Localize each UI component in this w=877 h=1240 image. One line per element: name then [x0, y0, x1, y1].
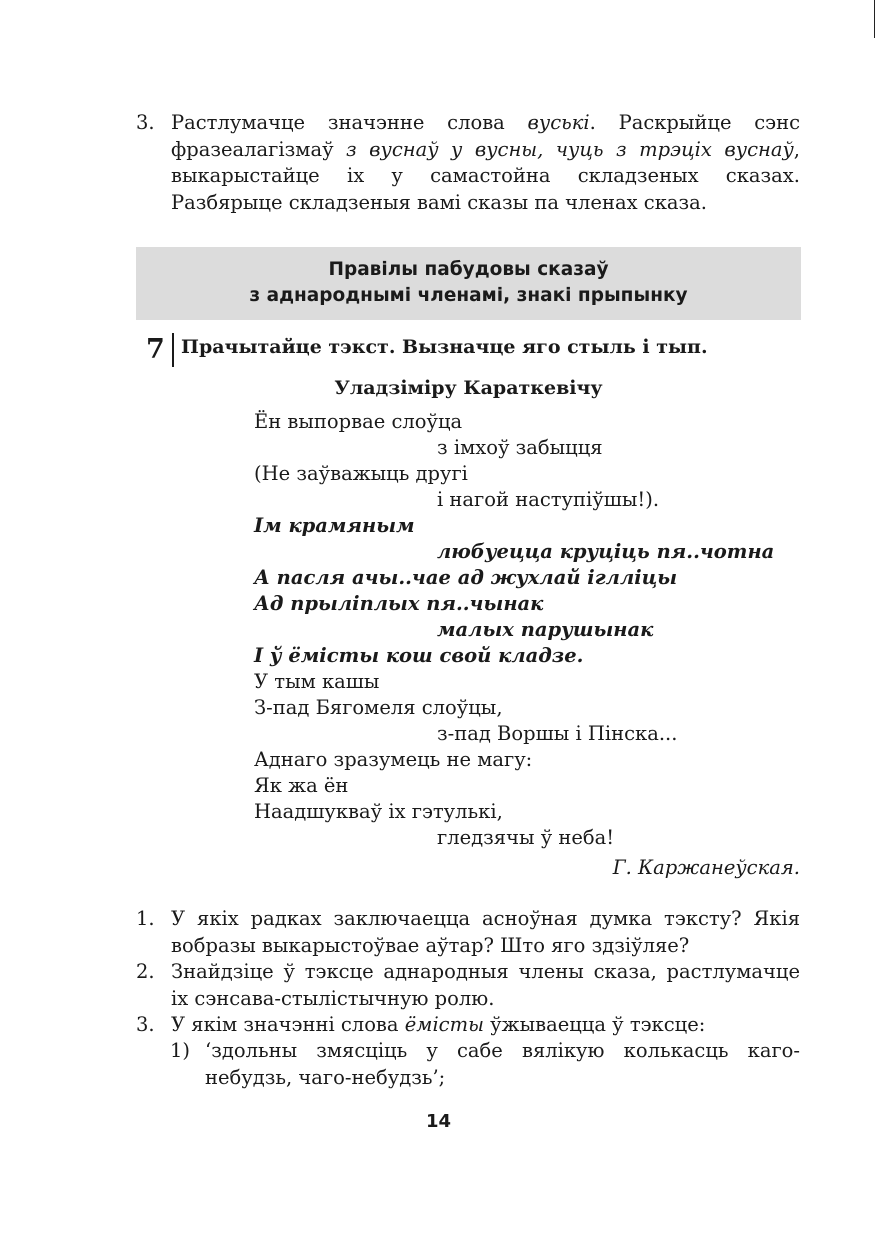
task-text: Растлумачце значэнне слова вуські. Раскрыйце сэнс фразеалагізмаў з вуснаў у вусны, чуць з трэціх вуснаў, выкарыстайце іх у самастойна складзеных сказах. Разбярыце складзеныя вамі сказы па членах сказа.: [171, 111, 800, 214]
question-text: У якім значэнні слова ёмісты ўжываецца ў тэксце:: [171, 1013, 706, 1036]
poem-title: Уладзіміру Караткевічу: [334, 377, 603, 399]
exercise-instruction: Прачытайце тэкст. Вызначце яго стыль і тып.: [181, 336, 708, 358]
poem-line: Аднаго зразумець не магу:: [254, 748, 533, 771]
poem-line: гледзячы ў неба!: [437, 826, 615, 849]
option-text: ‘здольны змясціць у сабе вялікую колькасць каго-небудзь, чаго-небудзь’;: [205, 1039, 800, 1089]
task-number: 3.: [136, 111, 155, 134]
poem-line: З-пад Бягомеля слоўцы,: [254, 696, 503, 719]
question-1: [136, 906, 800, 959]
poem-line: Ім крамяным: [254, 514, 415, 537]
poem-line: і нагой наступіўшы!).: [437, 488, 660, 511]
section-heading-line2: з аднароднымі членамі, знакі прыпынку: [249, 285, 688, 306]
page-number: 14: [425, 1111, 452, 1132]
question-3: [136, 1012, 800, 1039]
poem-line: І ў ёмісты кош свой кладзе.: [254, 644, 584, 667]
poem-line: з-пад Воршы і Пінска...: [437, 722, 678, 745]
exercise-divider: [172, 333, 174, 367]
question-2: [136, 959, 800, 1012]
question-text: У якіх радках заключаецца асноўная думка тэксту? Якія вобразы выкарыстоўвае аўтар? Што яго здзіўляе?: [171, 907, 800, 957]
poem-line: з імхоў забыцця: [437, 436, 603, 459]
poem-line: А пасля ачы..чае ад жухлай іглліцы: [254, 566, 678, 589]
question-number: 2.: [136, 960, 155, 983]
crop-mark: [874, 0, 875, 38]
poem-line: Ён выпорвае слоўца: [254, 410, 463, 433]
poem-line: (Не заўважыць другі: [254, 462, 468, 485]
poem-line: Ад прыліплых пя..чынак: [254, 592, 544, 615]
poem-line: малых парушынак: [437, 618, 654, 641]
question-3-option-1: [170, 1038, 800, 1091]
question-number: 3.: [136, 1013, 155, 1036]
poem-line: У тым кашы: [254, 670, 380, 693]
poem-line: Як жа ён: [254, 774, 349, 797]
option-number: 1): [170, 1039, 191, 1062]
poem-line: любуецца круціць пя..чотна: [437, 540, 775, 563]
poem-line: Наадшукваў іх гэтулькі,: [254, 800, 503, 823]
question-number: 1.: [136, 907, 155, 930]
section-heading: [136, 247, 801, 320]
exercise-number: 7: [146, 334, 165, 365]
section-heading-line1: Правілы пабудовы сказаў: [328, 259, 609, 280]
task-3-previous: [136, 110, 800, 216]
poem-author: Г. Каржанеўская.: [612, 856, 800, 879]
question-text: Знайдзіце ў тэксце аднародныя члены сказа, растлумачце іх сэнсава-стылістычную ролю.: [171, 960, 800, 1010]
